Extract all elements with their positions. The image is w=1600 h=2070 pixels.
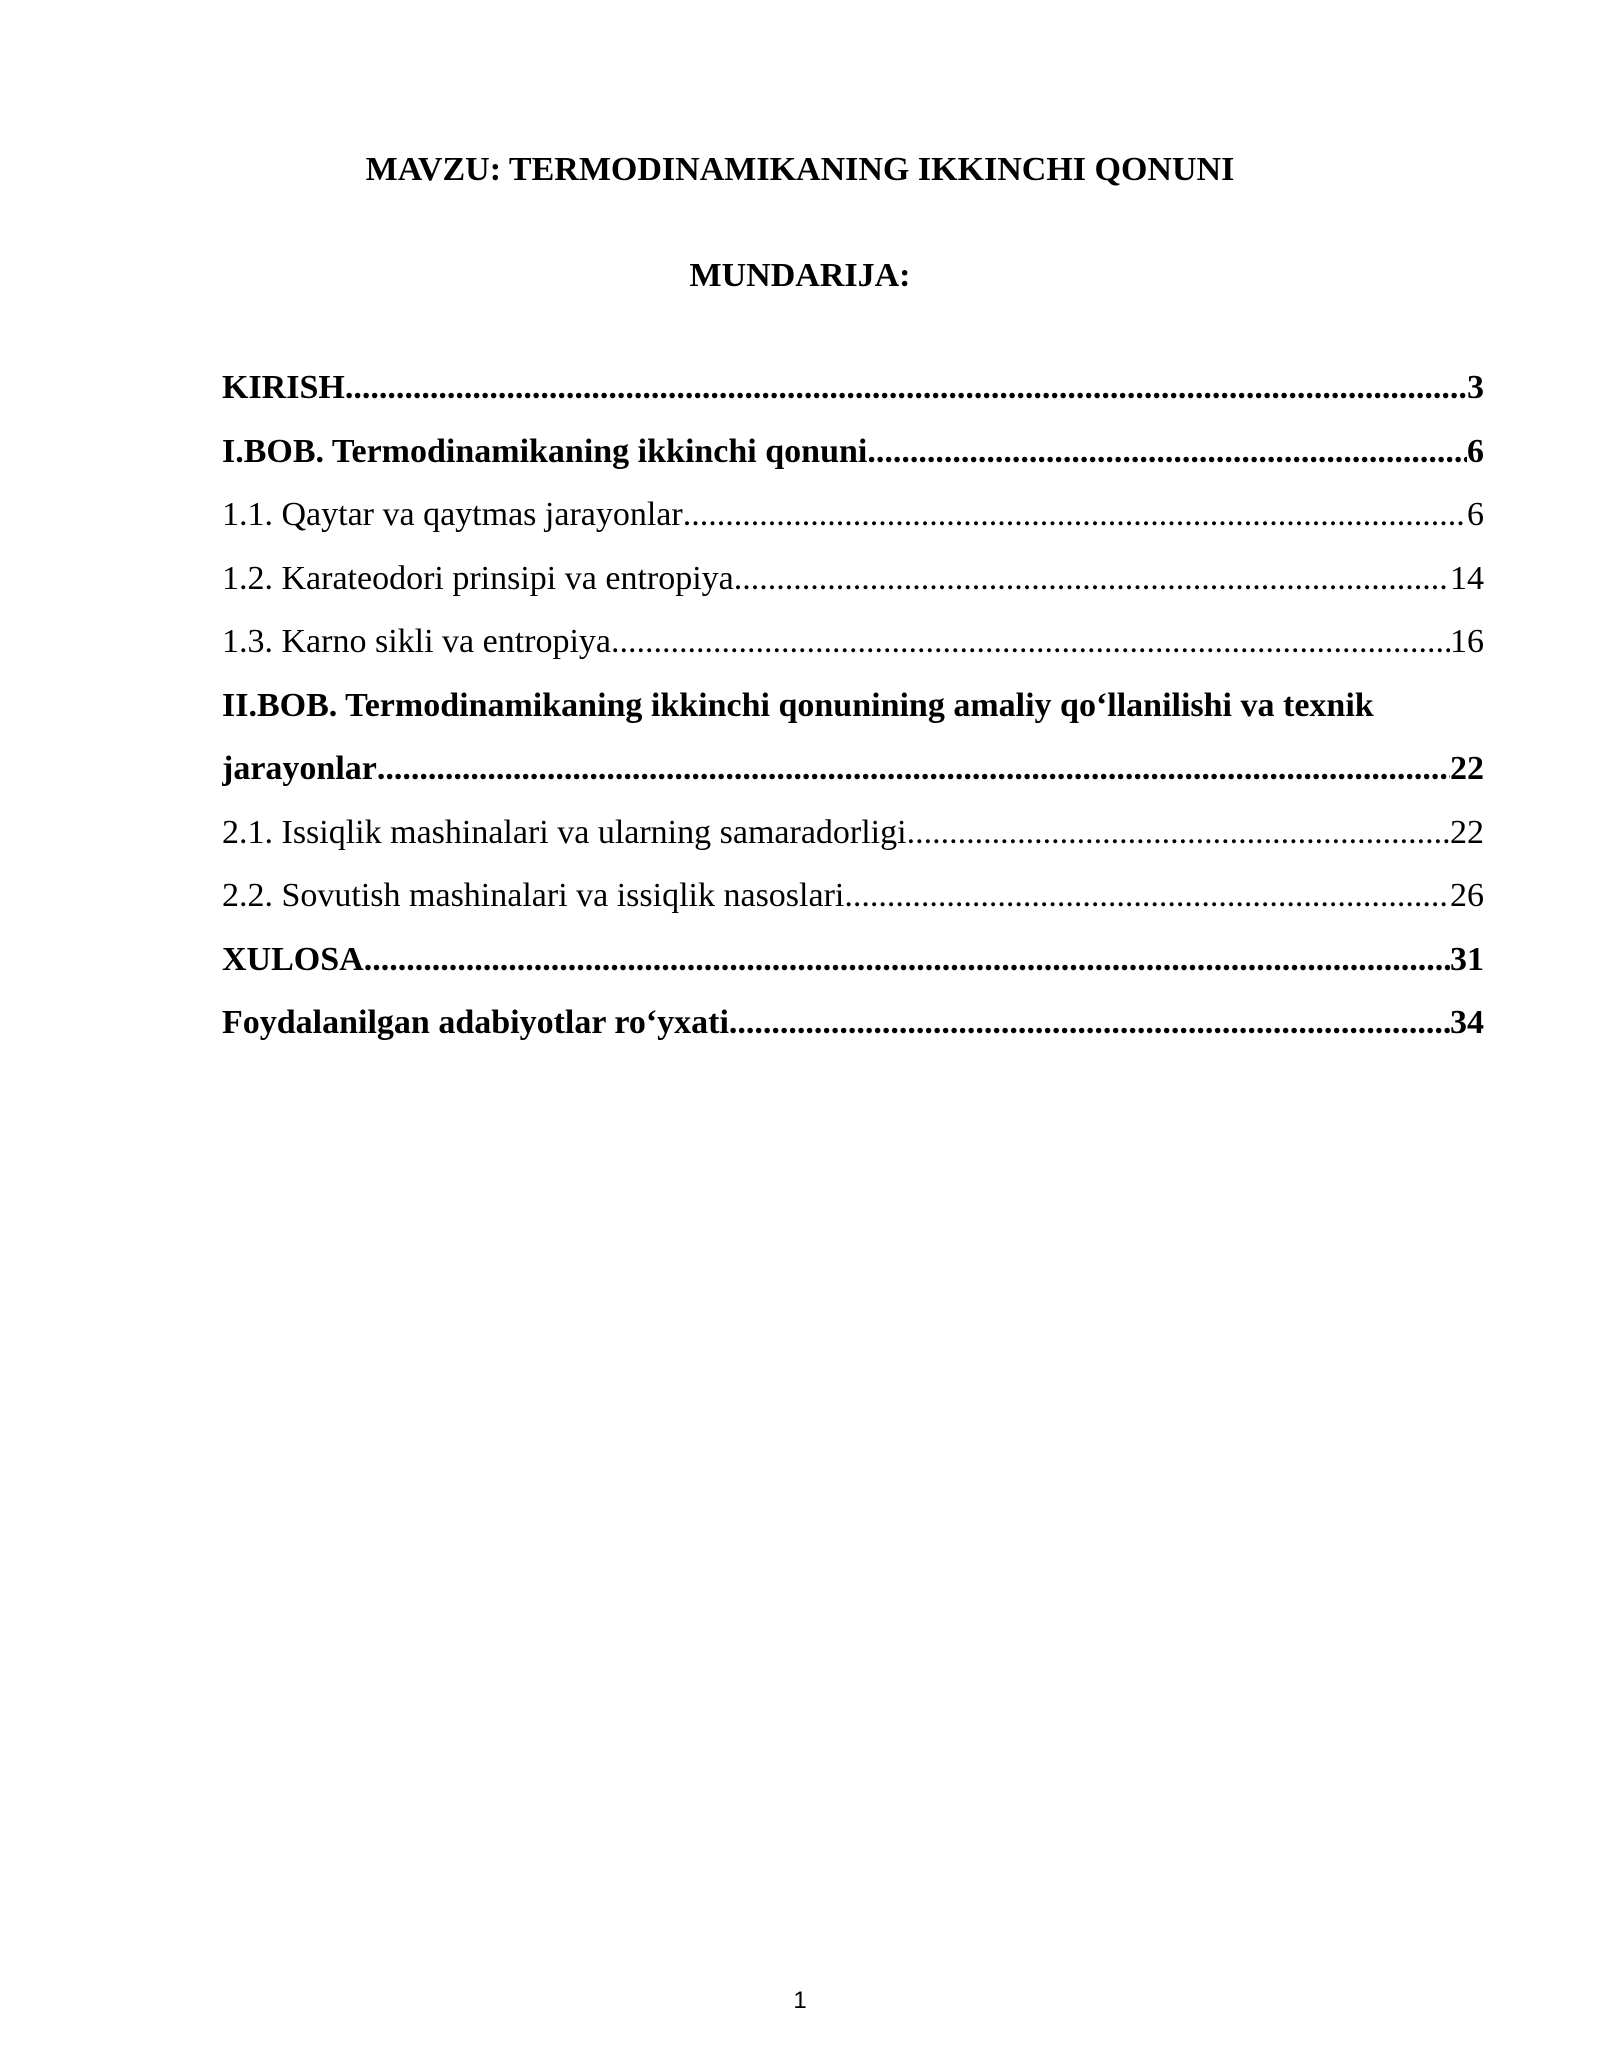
toc-entry-xulosa bbox=[222, 928, 1484, 992]
toc-entry-title: 1.1. Qaytar va qaytmas jarayonlar bbox=[222, 496, 683, 533]
toc-entry-page: 6 bbox=[1467, 432, 1484, 470]
toc-leader-dots bbox=[844, 864, 1450, 928]
table-of-contents bbox=[222, 356, 1484, 1055]
toc-entry-page: 34 bbox=[1450, 1004, 1484, 1041]
toc-entry-title: 1.3. Karno sikli va entropiya bbox=[222, 623, 612, 660]
toc-entry-chapter-1 bbox=[222, 420, 1484, 484]
toc-entry-kirish bbox=[222, 356, 1484, 420]
toc-entry-page: 6 bbox=[1467, 496, 1484, 533]
toc-leader-dots bbox=[734, 547, 1450, 611]
toc-entry-page: 26 bbox=[1450, 877, 1484, 914]
toc-leader-dots bbox=[377, 737, 1450, 801]
toc-entry-2-2 bbox=[222, 864, 1484, 928]
document-title: MAVZU: TERMODINAMIKANING IKKINCHI QONUNI bbox=[365, 151, 1235, 188]
toc-leader-dots bbox=[729, 991, 1450, 1055]
toc-entry-2-1 bbox=[222, 801, 1484, 865]
toc-entry-references bbox=[222, 991, 1484, 1055]
toc-entry-chapter-2-cont bbox=[222, 737, 1484, 801]
toc-entry-1-3 bbox=[222, 610, 1484, 674]
toc-leader-dots bbox=[907, 801, 1450, 865]
toc-entry-1-2 bbox=[222, 547, 1484, 611]
toc-entry-title: II.BOB. Termodinamikaning ikkinchi qonunining amaliy qo‘llanilishi va texnik bbox=[222, 686, 1374, 724]
page-number: 1 bbox=[793, 1987, 807, 2014]
toc-heading: MUNDARIJA: bbox=[689, 257, 911, 294]
toc-entry-title: jarayonlar bbox=[222, 750, 377, 787]
toc-entry-title: 2.2. Sovutish mashinalari va issiqlik nasoslari bbox=[222, 877, 845, 914]
toc-leader-dots bbox=[364, 928, 1450, 992]
toc-entry-title: I.BOB. Termodinamikaning ikkinchi qonuni bbox=[222, 432, 868, 470]
toc-entry-page: 22 bbox=[1450, 813, 1484, 851]
toc-leader-dots bbox=[611, 610, 1450, 674]
toc-entry-page: 22 bbox=[1450, 750, 1484, 787]
toc-entry-1-1 bbox=[222, 483, 1484, 547]
toc-entry-chapter-2 bbox=[222, 674, 1484, 738]
toc-entry-page: 3 bbox=[1467, 369, 1484, 406]
toc-leader-dots bbox=[345, 356, 1467, 420]
toc-entry-page: 31 bbox=[1450, 940, 1484, 978]
toc-entry-title: 1.2. Karateodori prinsipi va entropiya bbox=[222, 559, 734, 597]
toc-leader-dots bbox=[683, 483, 1467, 547]
toc-entry-title: 2.1. Issiqlik mashinalari va ularning samaradorligi bbox=[222, 813, 907, 851]
toc-entry-title: Foydalanilgan adabiyotlar ro‘yxati bbox=[222, 1004, 729, 1041]
toc-entry-page: 16 bbox=[1450, 623, 1484, 660]
toc-entry-title: XULOSA bbox=[222, 940, 364, 978]
toc-entry-page: 14 bbox=[1450, 559, 1484, 597]
toc-entry-title: KIRISH bbox=[222, 369, 345, 406]
toc-leader-dots bbox=[867, 420, 1467, 484]
